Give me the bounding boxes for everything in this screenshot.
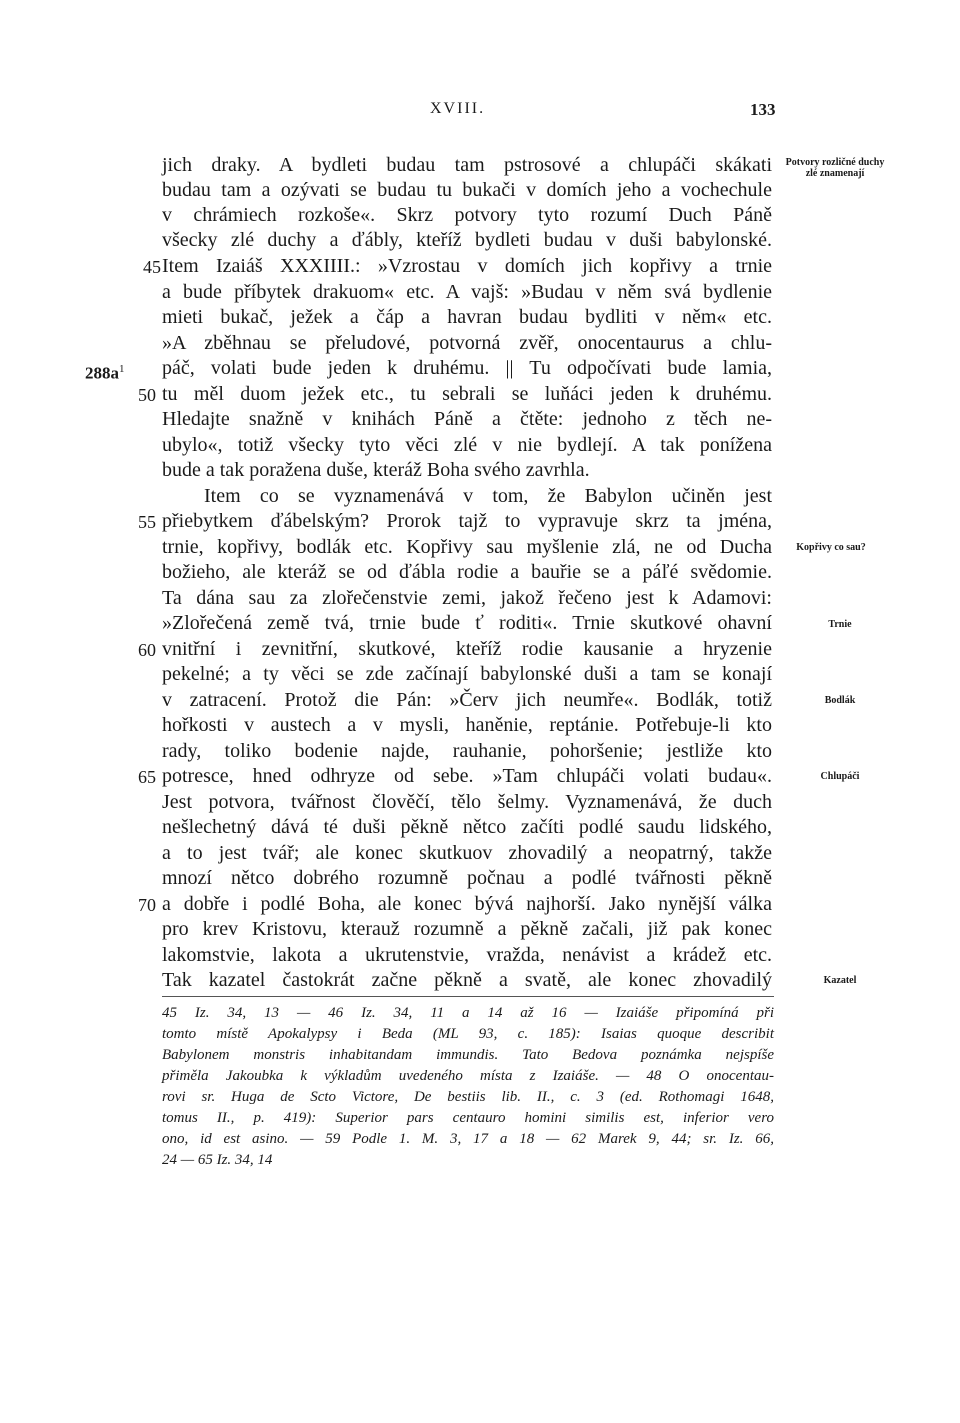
text-line: a bude příbytek drakuom« etc. A vajš: »Budau v něm svá bydlenie <box>162 281 772 303</box>
footnote-separator <box>162 996 774 997</box>
footnote-line: ono, id est asino. — 59 Podle 1. M. 3, 17 a 18 — 62 Marek 9, 44; sr. Iz. 66, <box>162 1131 774 1147</box>
text-line: tu měl duom ježek etc., tu sebrali se luňáci jeden k druhému. <box>162 383 772 405</box>
footnote-line: 24 — 65 Iz. 34, 14 <box>162 1152 273 1168</box>
margin-note-kazatel: Kazatel <box>823 975 857 986</box>
line-number: 65 <box>138 767 156 787</box>
text-line: potresce, hned odhryze od sebe. »Tam chlupáči volati budau«. <box>162 765 772 787</box>
text-line: a dobře i podlé Boha, ale konec bývá najhorší. Jako nynější válka <box>162 893 772 915</box>
text-line: trnie, kopřivy, bodlák etc. Kopřivy sau myšlenie zlá, ne od Ducha <box>162 536 772 558</box>
footnote-line: tomto místě Apokalypsy i Beda (ML 93, c. 185): Isaias quoque describit <box>162 1026 774 1042</box>
line-number: 55 <box>138 512 156 532</box>
text-line: rady, toliko bodenie najde, rauhanie, pohoršenie; jestliže kto <box>162 740 772 762</box>
text-line: v chrámiech rozkoše«. Skrz potvory tyto rozumí Duch Páně <box>162 204 772 226</box>
line-number: 60 <box>138 640 156 660</box>
margin-note-chlupaci: Chlupáči <box>820 771 860 782</box>
folio-superscript: 1 <box>119 363 125 375</box>
text-line: všecky zlé duchy a ďábly, kteříž bydleti budau v duši babylonské. <box>162 229 772 251</box>
text-line: mieti bukač, ježek a čáp a havran budau bydliti v něm« etc. <box>162 306 772 328</box>
text-line: vnitřní i zevnitřní, skutkové, kteříž rodie kausanie a hryzenie <box>162 638 772 660</box>
text-line: »A zběhnau se přeludové, potvorná zvěř, onocentaurus a chlu- <box>162 332 772 354</box>
margin-note-bodlak: Bodlák <box>824 695 856 706</box>
line-number: 70 <box>138 895 156 915</box>
text-line: Item Izaiáš XXXIIII.: »Vzrostau v domích jich kopřivy a trnie <box>162 255 772 277</box>
margin-note-koprivy: Kopřivy co sau? <box>796 542 866 553</box>
text-line: páč, volati bude jeden k druhému. || Tu odpočívati bude lamia, <box>162 357 772 379</box>
text-line: a to jest tvář; ale konec skutkuov zhovadilý a neopatrný, takže <box>162 842 772 864</box>
text-line: přiebytkem ďábelským? Prorok tajž to vypravuje skrz ta jména, <box>162 510 772 532</box>
text-line: bude a tak poražena duše, kteráž Boha svého zavrhla. <box>162 459 590 481</box>
margin-note-potvory: Potvory rozličné duchy zlé znamenají <box>785 157 885 179</box>
text-line: Hledajte snažně v knihách Páně a čtěte: jednoho z těch ne- <box>162 408 772 430</box>
footnote-line: rovi sr. Huga de Scto Victore, De bestiis lib. II., c. 3 (ed. Rothomagi 1648, <box>162 1089 774 1105</box>
folio-mark <box>85 357 125 386</box>
text-line: pro krev Kristovu, kterauž rozumně a pěkně začali, již pak konec <box>162 918 772 940</box>
text-line: ubylo«, totiž všecky tyto věci zlé v nie bydlejí. A tak ponížena <box>162 434 772 456</box>
footnote-line: 45 Iz. 34, 13 — 46 Iz. 34, 11 a 14 až 16 — Izaiáše připomíná při <box>162 1005 774 1021</box>
margin-note-trnie: Trnie <box>828 619 852 630</box>
page-number: 133 <box>750 100 776 119</box>
footnote-line: tomus II., p. 419): Superior pars centauro homini similis est, inferior vero <box>162 1110 774 1126</box>
footnote-line: Babylonem monstris inhabitandam immundis. Tato Bedova poznámka nejspíše <box>162 1047 774 1063</box>
text-line: jich draky. A bydleti budau tam pstrosové a chlupáči skákati <box>162 154 772 176</box>
text-line: mnozí nětco dobrého rozumně počnau a podlé tvářnosti pěkně <box>162 867 772 889</box>
text-line: hořkosti v austech a v mysli, haněnie, reptánie. Potřebuje-li kto <box>162 714 772 736</box>
text-line: »Zlořečená země tvá, trnie bude ť roditi«. Trnie skutkové ohavní <box>162 612 772 634</box>
text-line: Ta dána sau za zlořečenstvie zemi, jakož řečeno jest k Adamovi: <box>162 587 772 609</box>
line-number: 45 <box>143 257 161 277</box>
text-line: Jest potvora, tvářnost člověčí, tělo šelmy. Vyznamenává, že duch <box>162 791 772 813</box>
folio-label: 288a <box>85 363 119 383</box>
text-line: Tak kazatel častokrát začne pěkně a svatě, ale konec zhovadilý <box>162 969 772 991</box>
text-line: lakomstvie, lakota a ukrutenstvie, vražda, nenávist a krádež etc. <box>162 944 772 966</box>
text-line: budau tam a ozývati se budau tu bukači v domích jeho a vochechule <box>162 179 772 201</box>
paragraph-first-line: Item co se vyznamenává v tom, že Babylon učiněn jest <box>204 485 772 507</box>
text-line: božieho, ale kteráž se od ďábla rodie a bauřie se a páľé svědomie. <box>162 561 772 583</box>
text-line: nešlechetný dává té duši pěkně nětco začíti podlé saudu lidského, <box>162 816 772 838</box>
chapter-heading: XVIII. <box>430 100 486 117</box>
footnote-line: přiměla Jakoubka k výkladům uvedeného místa z Izaiáše. — 48 O onocentau- <box>162 1068 774 1084</box>
footnotes <box>162 1003 774 1171</box>
text-line: pekelné; a ty věci se zde začínají babylonské duši a tam se konají <box>162 663 772 685</box>
line-number: 50 <box>138 385 156 405</box>
text-line: v zatracení. Protož die Pán: »Červ jich neumře«. Bodlák, totiž <box>162 689 772 711</box>
